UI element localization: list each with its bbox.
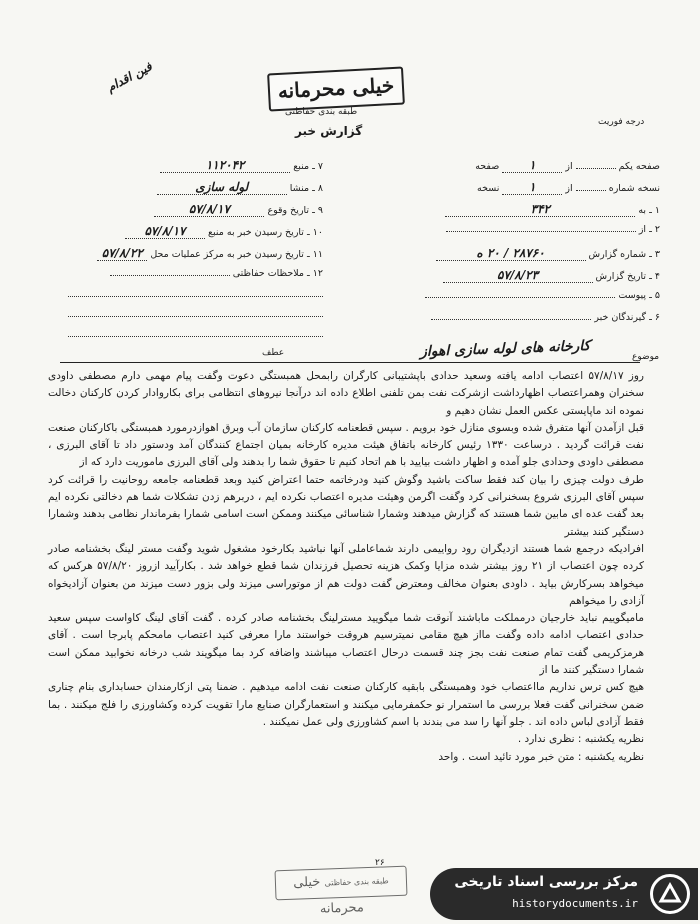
form-value: ۱ <box>502 158 562 173</box>
form-label: ۸ ـ منشا <box>289 183 323 194</box>
body-paragraph: مامیگوییم نباید خارجیان درمملکت ماباشند آنوقت شما میگویید مسترلینگ بخشنامه صادر کرده . گفت آقای لینگ کاواست سپس سعید حدادی اعتصاب ادامه داده وگفت مااز هیچ مقامی نمیترسیم هروقت خواستند مارا معرفی کنید اعتصاب مامحکم پابرجا است . آقای هرمزکریمی گفت تمام صنعت نفت بجز چند قسمت درحال اعتصاب میباشند واضافه کرد بما میگویند شب درخانه نخوابید ممکن است شمارا دستگیر کنند ما از <box>48 612 644 677</box>
form-row-recipients <box>431 312 660 323</box>
subject-reference: عطف <box>262 348 285 358</box>
form-value <box>446 231 636 232</box>
form-row-report-date <box>443 268 660 283</box>
form-value: ۲۸۷۶۰ / ۲۰ ه <box>436 246 586 261</box>
body-paragraph: افرادیکه درجمع شما هستند ازدیگران رود رواییمی دارند شماعاملی آنها نباشید بکارخود مشغول شوید وگفت مستر لینگ بخشنامه صادر کرده چون اعتصاب از ۲۱ روز بیشتر شده مزایا وکمک هزینه تحصیل فرزندان شما قطع خواهد شد . بکارآیید ازروز ۵۷/۸/۲۰ هرکس که میخواهد بسرکارش بیاید . داودی بعنوان مخالف ومعترض گفت دولت هم از موتوراسی میزند ولی بزور دست میزند من بعنوان آزادیخواه آزادی را میخواهم <box>48 542 644 607</box>
form-label: صفحه یکم <box>618 161 660 172</box>
form-label: از <box>565 183 573 194</box>
report-body <box>48 368 644 766</box>
form-value: ۱۱۲۰۴۲ <box>160 158 290 173</box>
form-label: ۱۲ ـ ملاحظات حفاظتی <box>232 268 323 279</box>
footer-stamp-text: خیلی محرمانه <box>292 874 365 917</box>
watermark-title: مرکز بررسی اسناد تاریخی <box>454 874 638 890</box>
subject-value: کارخانه های لوله سازی اهواز <box>419 338 591 360</box>
form-label: ۴ ـ تاریخ گزارش <box>595 271 660 282</box>
form-blank-line <box>68 336 323 337</box>
form-row-attachment <box>425 290 660 301</box>
opinion-line: نظریه یکشنبه : متن خبر مورد تائید است . واحد <box>438 750 644 763</box>
form-row-from <box>446 224 660 235</box>
subject-divider <box>60 362 640 363</box>
form-row-event-date <box>154 202 323 217</box>
form-value: ۵۷/۸/۱۷ <box>125 224 205 239</box>
form-label: نسخه <box>477 183 500 194</box>
form-row-center-date <box>97 246 323 261</box>
form-row-source-date <box>125 224 323 239</box>
form-label: ۹ ـ تاریخ وقوع <box>267 205 323 216</box>
body-paragraph: قبل ازآمدن آنها متفرق شده وبسوی منازل خود برویم . سپس قطعنامه کارکنان سازمان آب وبرق اهوازدرمورد همبستگی باکارکنان صنعت نفت قرائت گردید . درساعت ۱۳۳۰ رئیس کارخانه باتفاق هیئت مدیره کارخانه بمیان اجتماع کنندگان آمد ودستور داد تا آقای البرزی ، مصطفی داودی وحدادی جلو آمده و اظهار داشت بیایید با هم اتحاد کنیم تا حقوق شما را بدهند ولی آقای البرزی ماموریت دارد که از <box>48 421 644 469</box>
form-label: ۵ ـ پیوست <box>618 290 660 301</box>
form-value <box>425 297 615 298</box>
form-label: از <box>565 161 573 172</box>
form-row-page <box>475 158 660 173</box>
form-row-source <box>160 158 323 173</box>
body-paragraph: طرف دولت چیزی را بیان کند فقط ساکت باشید وگوش کنید ودرخاتمه حتما اعتراض کنید وبعد قطعنامه جامعه روحانیت را قرائت کرد سپس آقای البرزی شروع بسخنرانی کرد وگفت اگرمن وهیئت مدیره اعتصاب نکرده ایم ، دربرهم زدن تشکلات شما هم دخالتی نکرده ایم بعد گفت عده ای مابین شما هستند که گزارش میدهند وشمارا شناسائی میکنند وممکن است اسامی شمارا بفرماندار نظامی بدهند وشمارا دستگیر کنند بیشتر <box>48 473 644 538</box>
form-blank-line <box>68 296 323 297</box>
report-title: گزارش خبر <box>295 124 363 138</box>
form-label: نسخه شماره <box>608 183 660 194</box>
classification-stamp: خیلی محرمانه <box>267 66 405 111</box>
form-row-to <box>445 202 660 217</box>
form-row-origin <box>157 180 323 195</box>
form-row-report-number <box>436 246 660 261</box>
form-value: ۵۷/۸/۲۳ <box>443 268 593 283</box>
margin-note: فین اقدام <box>104 59 155 95</box>
footer-classification-stamp <box>275 866 408 917</box>
body-paragraph: هیچ کس ترس نداریم مااعتصاب خود وهمبستگی بابقیه کارکنان صنعت نفت ادامه میدهیم . ضمنا پتی ازکارمندان حسابداری بنام چناری ضمن سخنرانی گفت فعلا بررسی ما استمرار نو حکمفرمایی میکنند و استعمارگران صنایع مارا تقویت کرده وکشاورزی را فلج میکنند . بما فقط آزادی لباس داده اند . جلو آنها را سد می بندند با اسم کشاورزی ولی عمل نمیکنند . <box>48 681 644 728</box>
form-label: ۱۱ ـ تاریخ رسیدن خبر به مرکز عملیات محل <box>150 249 323 260</box>
body-paragraph: روز ۵۷/۸/۱۷ اعتصاب ادامه یافته وسعید حدادی باپشتیبانی کارگران رابمحل همبستگی دعوت وگفت پیام مهمی دارم مصطفی داودی سخنران وهمراعتصاب اظهارداشت ازشرکت نفت بمن تلفنی اطلاع داده اند درآنجا نیروهای انتظامی برای بکاروادار کردن کارکنان دخالت نموده اند ماپایستی عکس العمل نشان دهیم و <box>48 370 644 417</box>
form-blank-line <box>68 316 323 317</box>
urgency-label: درجه فوریت <box>598 117 645 127</box>
form-value <box>110 275 230 276</box>
form-value: ۵۷/۸/۱۷ <box>154 202 264 217</box>
archive-logo-icon <box>650 874 690 914</box>
classification-subtitle: طبقه بندی حفاظتی <box>285 107 358 117</box>
form-label: ۶ ـ گیرندگان خبر <box>594 312 660 323</box>
form-row-security-notes <box>110 268 323 279</box>
form-value: ۳۴۲ <box>445 202 635 217</box>
footer-stamp-subtitle: طبقه بندی حفاظتی <box>324 876 389 888</box>
form-value <box>431 319 591 320</box>
form-value: ۱ <box>502 180 562 195</box>
watermark-banner <box>430 868 698 920</box>
form-label: صفحه <box>475 161 500 172</box>
page-number: ۲۶ <box>375 858 385 868</box>
form-label: ۳ ـ شماره گزارش <box>588 249 660 260</box>
form-value: لوله سازی <box>157 180 287 195</box>
form-label: ۲ ـ از <box>638 224 660 235</box>
form-value: ۵۷/۸/۲۲ <box>97 246 147 261</box>
opinion-line: نظریه یکشنبه : نظری ندارد . <box>517 733 644 746</box>
subject-label: موضوع <box>632 352 660 362</box>
form-label: ۱ ـ به <box>638 205 660 216</box>
form-label: ۷ ـ منبع <box>293 161 323 172</box>
form-row-copy <box>477 180 660 195</box>
watermark-url: historydocuments.ir <box>512 897 638 910</box>
form-label: ۱۰ ـ تاریخ رسیدن خبر به منبع <box>208 227 323 238</box>
